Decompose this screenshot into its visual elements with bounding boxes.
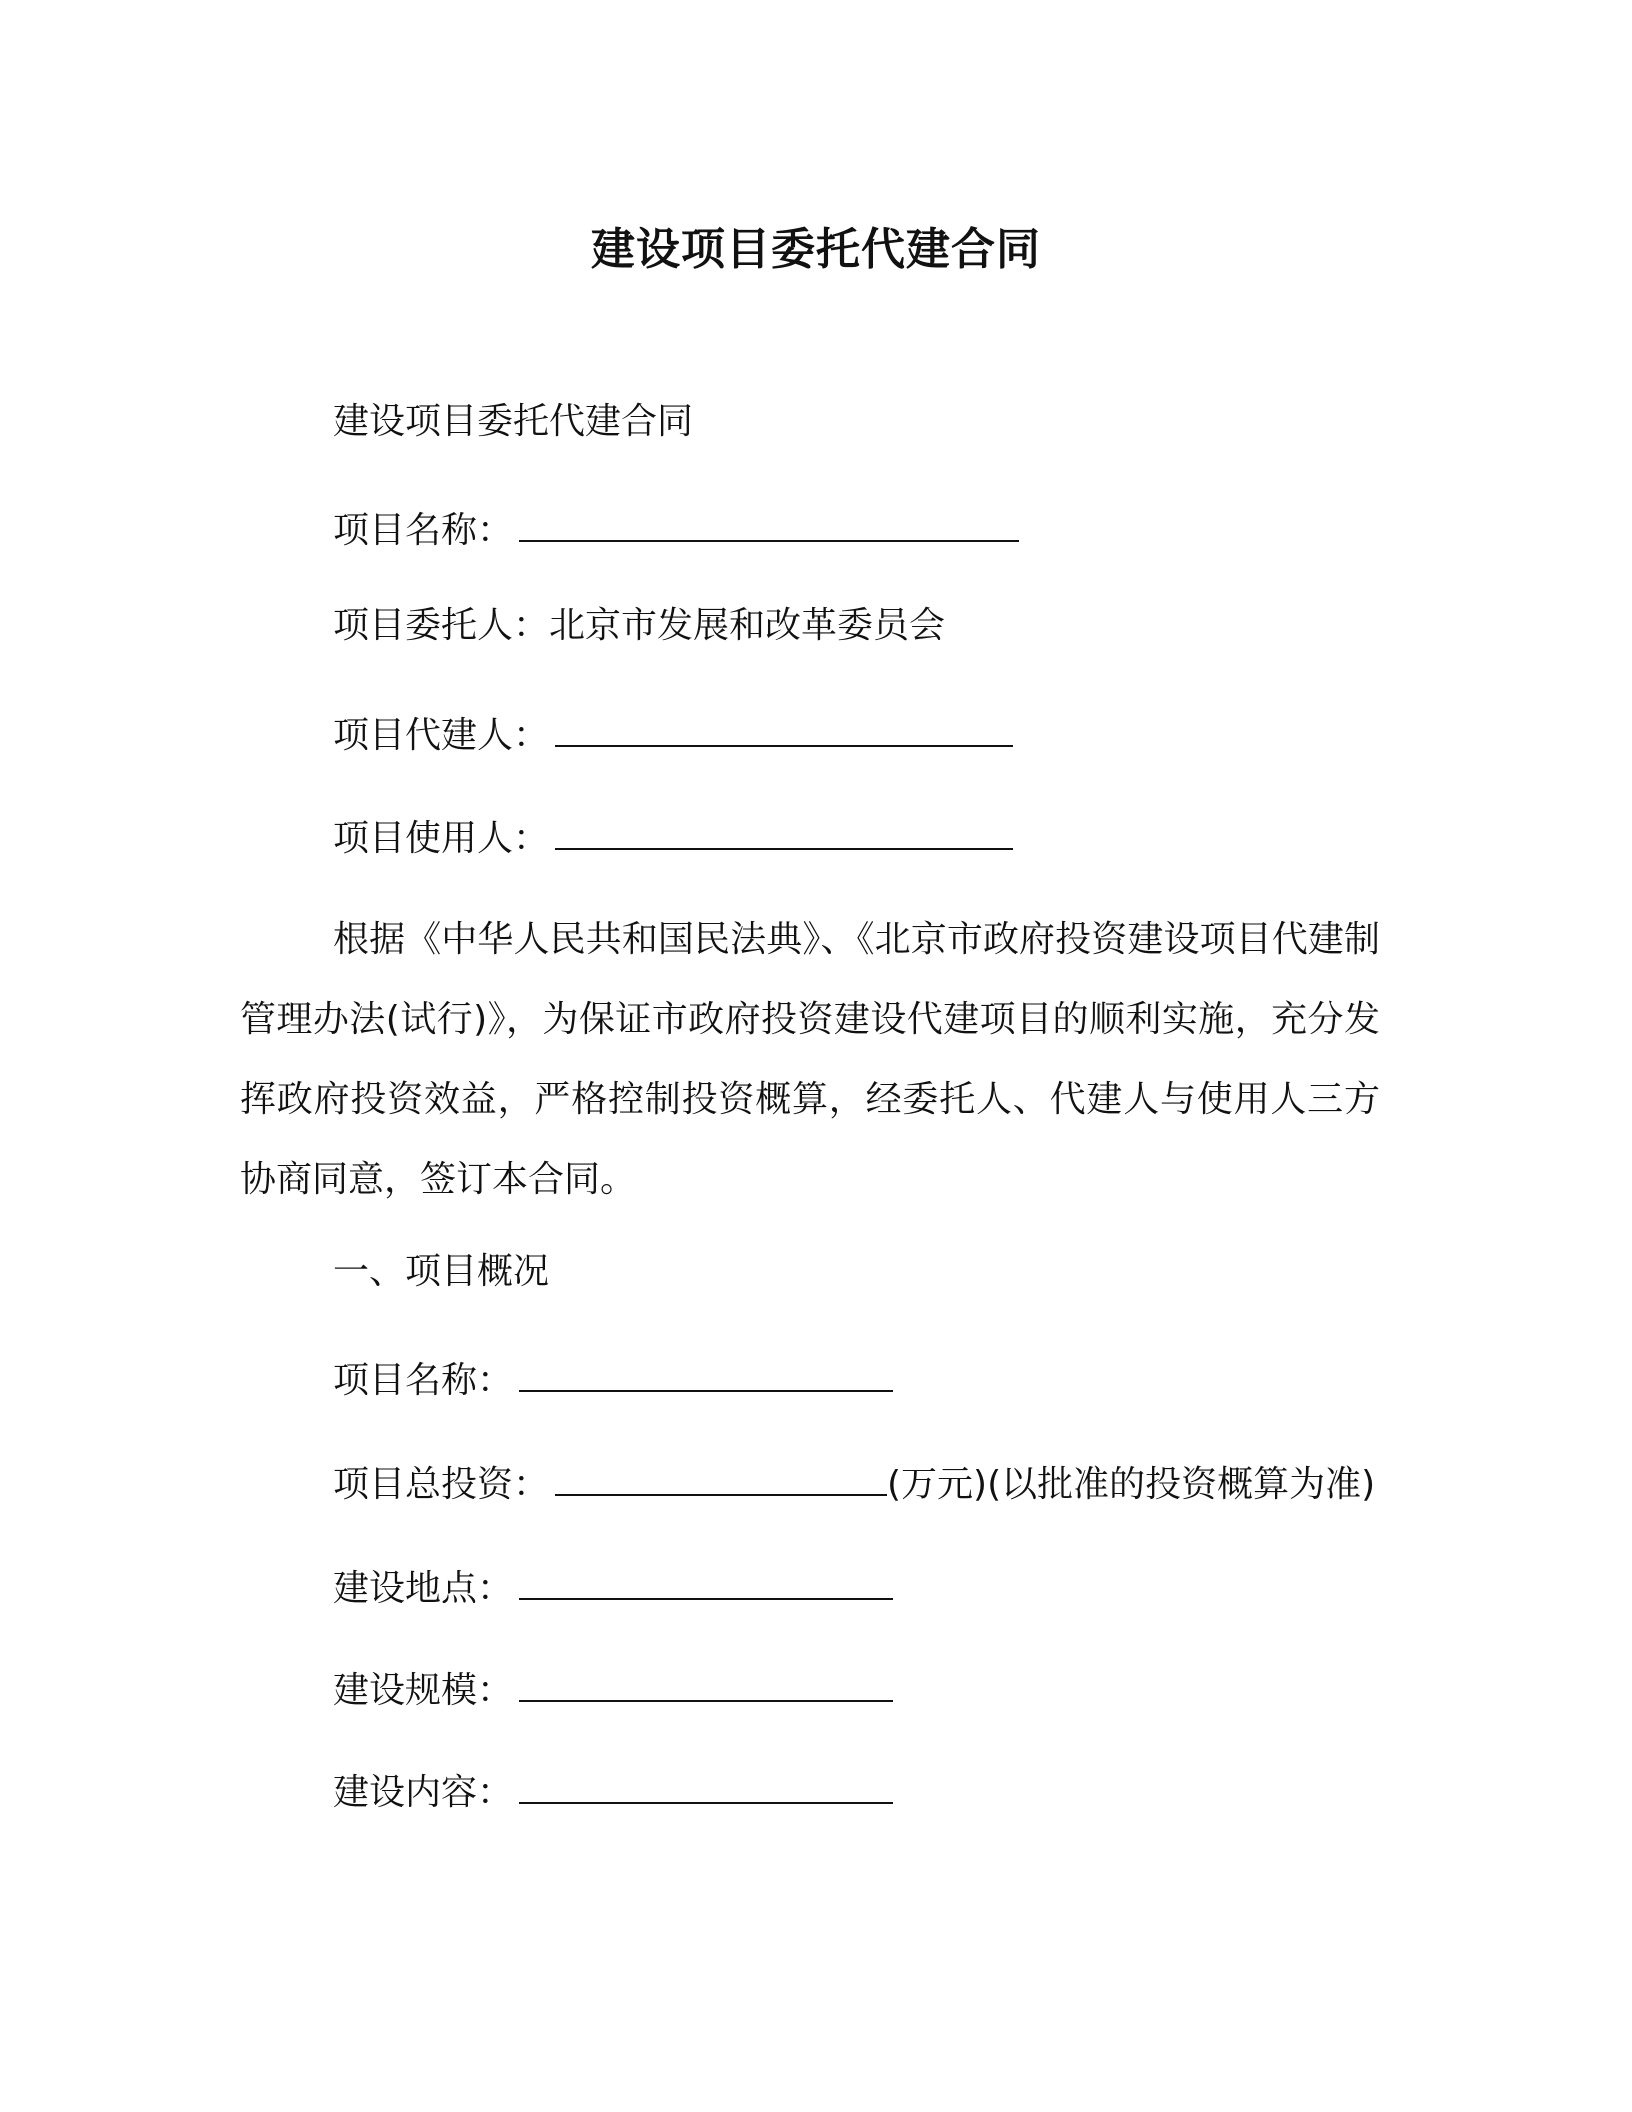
field-label: 项目名称：	[333, 510, 514, 551]
field-label: 项目委托人：	[333, 605, 550, 646]
fill-blank	[519, 1558, 893, 1600]
field-label: 建设内容：	[333, 1772, 514, 1813]
field-label: 项目名称：	[333, 1360, 514, 1401]
field-label: 建设地点：	[333, 1568, 514, 1609]
field-label: 项目总投资：	[333, 1464, 550, 1505]
field-label: 建设规模：	[333, 1670, 514, 1711]
header-field-agent-builder	[333, 705, 1013, 760]
fill-blank	[519, 1350, 893, 1392]
section-field-project-name	[333, 1350, 893, 1405]
document-subtitle: 建设项目委托代建合同	[333, 401, 694, 442]
header-field-user	[333, 808, 1013, 863]
fill-blank	[555, 1454, 887, 1496]
field-suffix: (万元)(以批准的投资概算为准)	[887, 1464, 1376, 1505]
fill-blank	[555, 705, 1013, 747]
fill-blank	[519, 500, 1019, 542]
section-field-total-investment	[333, 1454, 1375, 1509]
header-field-client	[333, 602, 945, 650]
fill-blank	[519, 1762, 893, 1804]
fill-blank	[555, 808, 1013, 850]
section-field-location	[333, 1558, 893, 1613]
preamble-paragraph: 根据《中华人民共和国民法典》、《北京市政府投资建设项目代建制管理办法(试行)》，为保证市政府投资建设代建项目的顺利实施，充分发挥政府投资效益，严格控制投资概算，经委托人、代建人与使用人三方协商同意，签订本合同。	[240, 919, 1380, 1200]
document-title: 建设项目委托代建合同	[591, 224, 1041, 275]
section-field-scale	[333, 1660, 893, 1715]
section-field-content	[333, 1762, 893, 1817]
field-label: 项目代建人：	[333, 715, 550, 756]
header-field-project-name	[333, 500, 1019, 555]
section-heading: 一、项目概况	[333, 1251, 550, 1292]
fill-blank	[519, 1660, 893, 1702]
field-value: 北京市发展和改革委员会	[549, 605, 946, 646]
field-label: 项目使用人：	[333, 818, 550, 859]
